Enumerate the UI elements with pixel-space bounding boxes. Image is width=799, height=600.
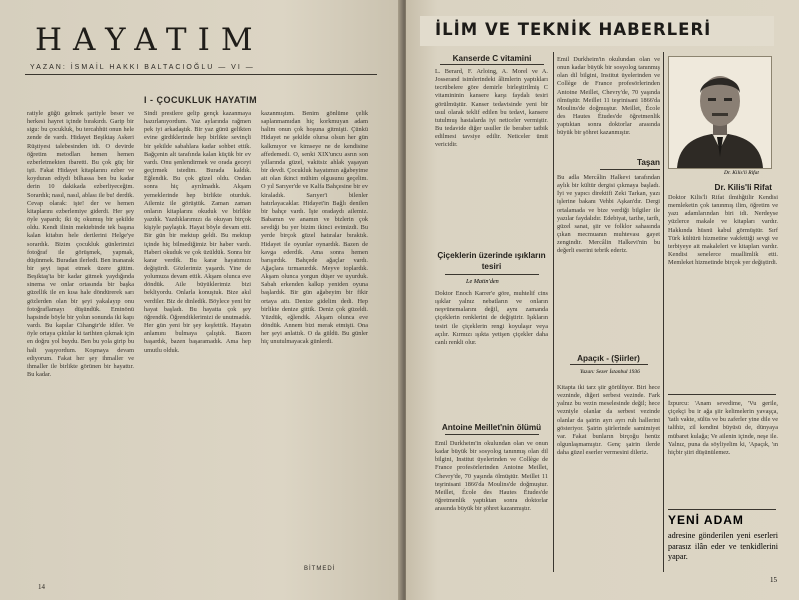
chapter-heading: I - ÇOCUKLUK HAYATIM xyxy=(144,95,258,105)
text-column-1: ratiyle güğü gelmek şartiyle beser ve herkesi hayret içinde bırakırdı. Garip bir sigu: bu çocukluk, bu tercahhüt onun hele zende de vardı. Hidayet Beşiktaş Askeri Rüştiyesi talebesinden idi. O devirde öğretim metodları hemen hemen ezberletmekten ibaretti. Bu çok güç bir işti. Fakat Hidayet kitaplarını ezber ve koyduran ediydi bilhassa ben bu kadar derin 10 dakikada ezberliyeceğim. Sorardık; nasıl, nasıl, ablası ile bu! derdik. Cevap olarak: işte! der ve hemen kitaplarını ezberlemiye giderdi. Her şey öyle yapardı; iki üç okumuş bir şekilde oldu. Kendi ilinin mektebinde tek başına kalan kitabın hele dertlerini Helge'ye sorardık. Bizim çocukluk günlerimizi fotoğraf ile görüşmek, yapmak, düşünmek. Buradan ilerledi. Ben inanarak bir şeyi ispat etmek üzere gittim. Beşiktaş'ta bir kadar gitmek yaydığında sinema ve onlar ortasında bir başka güzellik ile en kısa hale döndürerek sarı gözlerden olan bir şeyi yakalayıp onu fotoğraflamayı düşündük. Eminönü hapsinde böyle bir yolun sonunda iki kapı vardı. Bu kapılar Cihangir'de idiler. Ve öyle ortaya çıktılar ki tarihten çıkmak için en doğru yol buydu. Ben bu yola girip bu hali yaşıyordum. Koşmaya devam ediyorum. Fakat her şey ihmaller ve ihmaller ile birlikte görünen bir hayattır. Bu kadar. xyxy=(27,110,134,378)
article-body-tasan: Bu adla Mercâlin Halkevi tarafından aylık bir kültür dergisi çıkmaya başladı. İyi ve yapıcı direktifi Zeki Tarkan, yazı işlerine bakanı Vehbi Aşkan'dır. Dergi ortalamada ve bize verdiği bilgiler ile yazılar faydalıdır. Edebiyat, tarihe, tarih, güzel sanat, şiir ve folklor sahasında çıkan mecmuanın muhtevası gayet zengindir. Mercâlin Halkevi'nin bu değerli eserini tebrik ederiz. xyxy=(557,174,660,255)
article-heading-apacik: Apaçık - (Şiirler) xyxy=(577,354,640,363)
heading-rule xyxy=(440,64,544,65)
text-column-3: kazanmıştım. Benim gönlüme çelik saplanmamıdan hiç korkmuyan adam halim onun çok hoşuna gitmişti. Çünkü Hidayet ne şekilde olursa olsun her gün kalkmıyor ve kimseye ne de kendisine affedemedi. O, senki XIX'uncu asrın son yıllarında güzel, vakitsiz ahlak yaşayan bir devdi. Çocukluk hayatımın ağabeyime ait olan ikinci mühim olgusunu geçelim. O yıl Sarıyer'de ve Kalfa Bahçesine bir ev kiraladık. Sarıyer'i bilenler hatırlayacaklar. Hidayet'in Bağlı denilen bir bahçe vardı. İşte oradaydı ailemiz. Babamın ve anamın ve bizlerin çok sevdiği bu yer bizim ikinci evimizdi. Bu yerde birçok güzel hatıralar bıraktık. Hidayet ile oyunlar oynardık. Bazen de kavga ederdik. Ama sonra hemen barışırdık. Bahçede ağaçlar vardı. Ağaçlara tırmanırdık. Meyve toplardık. Akşam olunca yorgun düşer ve uyurduk. Sabah erkenden kalkıp yeniden oyuna başlardık. Bir gün ağabeyim bir fikir ortaya attı. Denize gidelim dedi. Hep birlikte denize gittik. Deniz çok güzeldi. Yüzdük, eğlendik. Akşam olunca eve döndük. Annem bizi merak etmişti. Ona her şeyi anlattık. O da güldü. Bu günler hiç unutulmayacak günlerdi. xyxy=(261,110,368,346)
header-rule xyxy=(25,74,377,75)
page-title: HAYATIM xyxy=(35,22,264,58)
heading-rule xyxy=(600,169,660,170)
article-body-light: Doktor Enoch Karrer'e göre, muhtelif cins ışıklar yalnız nebatların ve onların neşvünemalarını değil, aynı zamanda çiçeklerin renklerini de değiştirir. Işıkların tesiri ile çiçeklerin rengi koyulaşır veya açılır. Kırmızı ışıkta yetişen çiçekler daha canlı renkli olur. xyxy=(435,290,548,346)
author-byline: YAZAN: İSMAİL HAKKI BALTACIOĞLU — VI — xyxy=(30,64,255,71)
column-divider xyxy=(663,52,664,572)
source-byline: Le Matin'den xyxy=(466,278,499,285)
article-body-meillet: Emil Durkheim'in okulundan olan ve onun kadar büyük bir sosyolog tanınmış olan dil bilgini, Institut üyelerinden ve Collège de France profesörlerinden Antoine Meillet, Chevry'de, 70 yaşında ölmüştür. Meillet 11 teşrinisani 1866'da Moulins'de doğmuştur. Meillet, École des Hautes Études'de öğretmenlik yaptıktan sonra doktorlar arasında büyük bir şöhret kazanmıştır. xyxy=(435,440,548,513)
banner-title: İLİM VE TEKNİK HABERLERİ xyxy=(435,20,712,39)
page-number-left: 14 xyxy=(38,583,45,591)
article-body-meillet-cont: Emil Durkheim'in okulundan olan ve onun kadar büyük bir sosyolog tanınmış olan dil bilgini, Institut üyelerinden ve Collège de France profesörlerinden Antoine Meillet, Chevry'de, 70 yaşında ölmüştür. Meillet 11 teşrinisani 1866'da Moulins'de doğmuştur. Meillet, École des Hautes Études'de öğretmenlik yaptıktan sonra doktorlar arasında büyük bir şöhret kazanmıştır. xyxy=(557,56,660,137)
article-heading-light: Çiçeklerin üzerinde ışıkların tesiri xyxy=(437,251,546,271)
text-column-2: Sindi prestlere gelip gençk kazanmaya hazırlanıyordum. Yaz aylarında rağmen pek iyi arkadaştık. Bir yaz günü gelikten evine girdiklerinde hep birlikte sevinçli bir şekilde sabahlara kadar sohbet ettik. Bağçenin alt tarafında kalan küçük bir ev vardı. Onu şenlendirmek ve orada geceyi geçirmek istedim. Burada kaldık. Eğlendik. Bu çok güzel oldu. Ondan sonra hiç ayrılmadık. Akşam yemeklerinde hep birlikte oturduk. Ailemiz ile görüştük. Zaman zaman onların kitaplarını okuduk ve birlikte yazdık. Yazdıklarımızı da okuyan birçok kişiyle paylaştık. Hayat böyle devam etti. Bir gün bir mektup geldi. Bu mektup içinde hiç bilmediğimiz bir haber vardı. Haberi okuduk ve çok üzüldük. Sonra bir karar verdik. Bu karar hayatımızı değiştirdi. Gözlerimiz yaşardı. Yine de yolumuza devam ettik. Akşam olunca eve döndük. Aile büyüklerimiz bizi bekliyordu. Onlarla konuştuk. Bize akıl verdiler. Biz de dinledik. Böylece yeni bir hayat başladı. Bu hayatta çok şey öğrendik. Öğrendiklerimizi de unutmadık. Her gün yeni bir şey keşfettik. Hayatın anlamını bulmaya çalıştık. Bazen başardık, bazen başaramadık. Ama hep umutlu olduk. xyxy=(144,110,251,354)
article-heading-tasan: Taşan xyxy=(636,158,660,167)
poem-excerpt: İzpurcu: 'Anam sevedime, 'Vu gerile, çiçekçi bu ir ağa şiir kelimelerin yavaşça, 'tatlı vakte, sülüs ve bu zaferler yine dile ve talihiz, zil kendini büyüsü de, dünyaya mübaret kulağa; Ve ailenin içinde, neşe ile. Yalnız, puna da söyliyelim ki, 'Apaçık, 'ın hiçbir şiiri düşünülemez. xyxy=(668,400,778,456)
profile-body: Doktor Kilis'li Rifat ilmihğtilir Kendisi memleketin çok tanınmış ilim, öğretim ve yazı adamlarından biri idi. Nerdeyse yüzlerce makale ve kitapları vardır. Hakkında hüsnü kabul görmüştür. Sırf Türk kültürü hizmetine vakfettiği sevgi ve terbiyeye ait makaleleri ve kitapları vardır. Kendisi senelerce muallimlik etti. Memleket hizmetinde birçok yer değiştirdi. xyxy=(668,194,778,267)
article-body-apacik: Kitapta iki tarz şiir görülüyor. Biri hece vezninde, diğeri serbest vezinde. Fark yalnız bu vezin meselesinde değil; hece vezniyle olanlar da serbest vezinde olanlar da şairin ayrı ayrı ruh hallerini gösteriyor. Şairin şiirlerinde samimiyet var. Fakat bunların birçoğu henüz olgunlaşmamıştır. Genç şairin ilerde daha güzel eserler vermesini dileriz. xyxy=(557,384,660,457)
profile-heading: Dr. Kilis'li Rifat xyxy=(714,183,772,192)
heading-rule xyxy=(445,434,539,435)
notice-heading: YENİ ADAM xyxy=(668,513,744,527)
article-heading-meillet: Antoine Meillet'nin ölümü xyxy=(441,423,542,432)
section-rule xyxy=(668,394,776,395)
portrait-photo xyxy=(668,56,772,169)
article-heading-vitamin: Kanserde C vitamini xyxy=(452,54,532,63)
photo-caption: Dr. Kilis'li Rifat xyxy=(724,170,759,176)
heading-rule xyxy=(445,274,539,275)
book-byline: Yazan: Sezer İstanbul 1936 xyxy=(580,369,640,375)
column-divider xyxy=(553,52,554,572)
heading-rule xyxy=(570,364,648,365)
page-number-right: 15 xyxy=(770,576,777,584)
article-body-vitamin: L. Berard, F. Arloing, A. Morel ve A. Josserand isimlerindeki âlimlerin yaptıkları tecrübelere göre demirle birleştirilmiş C vitamininin kansere karşı faydalı tesiri görülmüştür. Kanser tedavisinde yeni bir usul olarak teklif edilen bu tedavi, kansere tutulmuş hastalarda iyi neticeler vermiştir. Bu tedavide diğer usuller ile beraber tatbik edilmesi tavsiye edilir. Neticeler ümit vericidir. xyxy=(435,68,548,149)
continued-mark: BİTMEDİ xyxy=(304,566,336,572)
portrait-image xyxy=(669,57,771,168)
notice-body: adresine gönderilen yeni eserleri parasız ilân eder ve tenkidlerini yapar. xyxy=(668,531,778,561)
section-rule xyxy=(668,509,776,510)
